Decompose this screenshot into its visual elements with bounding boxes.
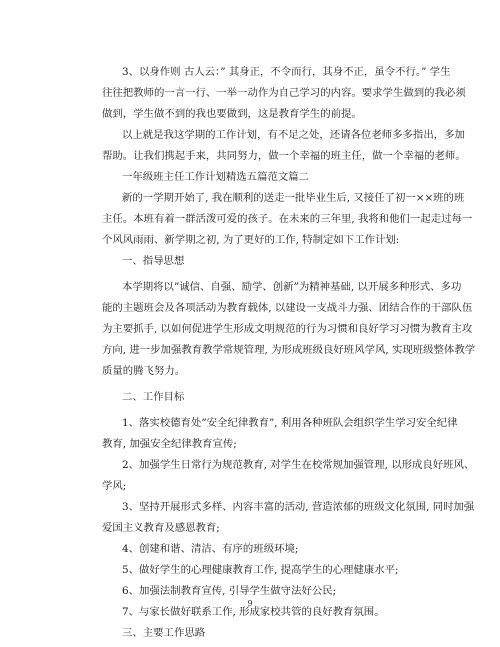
paragraph-line: 方向, 进一步加强教育教学常规管理, 为形成班级良好班风学风, 实现班级整体教学: [102, 344, 476, 356]
paragraph-line: 个风风雨雨、新学期之初, 为了更好的工作, 特制定如下工作计划:: [102, 234, 400, 246]
list-item: 7、与家长做好联系工作, 形成家校共管的良好教育氛围。: [122, 606, 385, 618]
paragraph-line: 为主要抓手, 以如何促进学生形成文明规范的行为习惯和良好学习习惯为教育主攻: [102, 323, 473, 335]
paragraph-line: 能的主题班会及各项活动为教育载体, 以建设一支战斗力强、团结合作的干部队伍: [102, 302, 473, 314]
paragraph-line: 本学期将以”诚信、自强、励学、创新”为精神基础, 以开展多种形式、多功: [122, 281, 462, 293]
document-body: [102, 62, 476, 644]
paragraph-line: 新的一学期开始了, 我在顺利的送走一批毕业生后, 又接任了初一××班的班: [122, 192, 465, 204]
list-item: 2、加强学生日常行为规范教育, 对学生在校常规加强管理, 以形成良好班风、: [122, 459, 475, 471]
paragraph-line: 主任。本班有着一群活泼可爱的孩子。在未来的三年里, 我将和他们一起走过每一: [102, 213, 473, 225]
section-heading: 一、指导思想: [122, 255, 185, 267]
paragraph-line: 做到，学生做不到的我也要做到，这是教育学生的前提。: [102, 108, 362, 120]
list-item: 5、做好学生的心理健康教育工作, 提高学生的心理健康水平;: [122, 564, 399, 576]
section-heading: 三、主要工作思路: [122, 627, 206, 639]
page-number: 9: [247, 599, 253, 608]
list-item: 6、加强法制教育宣传, 引导学生做守法好公民;: [122, 585, 337, 597]
section-title: 一年级班主任工作计划精选五篇范文篇二: [122, 171, 310, 183]
list-item-continuation: 爱国主义教育及感恩教育;: [102, 522, 220, 534]
list-item: 4、创建和谐、清洁、有序的班级环境;: [122, 543, 299, 555]
paragraph-line: 3、以身作则 古人云：” 其身正，不令而行，其身不正，虽令不行。” 学生: [122, 66, 451, 78]
list-item-continuation: 学风;: [102, 480, 127, 492]
list-item-continuation: 教育, 加强安全纪律教育宣传;: [102, 438, 237, 450]
paragraph-line: 以上就是我这学期的工作计划，有不足之处，还请各位老师多多指出，多加: [122, 129, 465, 141]
paragraph-line: 往往把教师的一言一行、一举一动作为自己学习的内容。要求学生做到的我必须: [102, 87, 466, 99]
paragraph-line: 帮助。让我们携起手来，共同努力，做一个幸福的班主任，做一个幸福的老师。: [102, 150, 466, 162]
list-item: 1、落实校德育处”安全纪律教育”, 利用各种班队会组织学生学习安全纪律: [122, 417, 458, 429]
section-heading: 二、工作目标: [122, 391, 185, 403]
list-item: 3、坚持开展形式多样、内容丰富的活动, 营造浓郁的班级文化氛围, 同时加强: [122, 501, 475, 513]
paragraph-line: 质量的腾飞努力。: [102, 365, 186, 377]
